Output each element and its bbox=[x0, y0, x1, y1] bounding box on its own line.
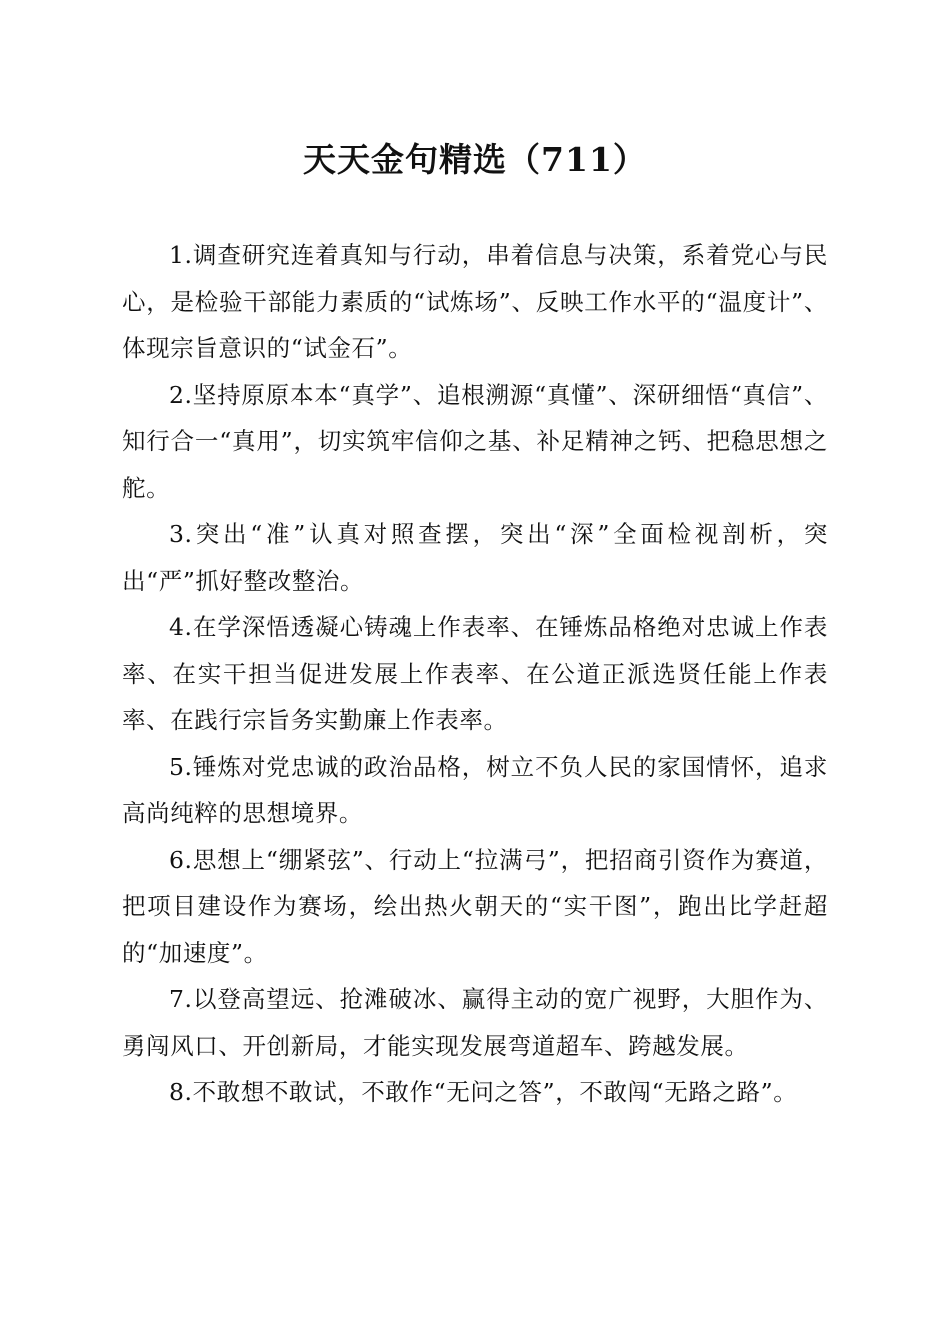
page-title: 天天金句精选（711） bbox=[303, 140, 647, 179]
quote-item-4: 4.在学深悟透凝心铸魂上作表率、在锤炼品格绝对忠诚上作表率、在实干担当促进发展上作表率、在公道正派选贤任能上作表率、在践行宗旨务实勤廉上作表率。 bbox=[122, 613, 828, 734]
quote-list bbox=[122, 232, 828, 1116]
quote-item-6: 6.思想上“绷紧弦”、行动上“拉满弓”，把招商引资作为赛道，把项目建设作为赛场，绘出热火朝天的“实干图”，跑出比学赶超的“加速度”。 bbox=[122, 845, 828, 967]
quote-item-3: 3.突出“准”认真对照查摆，突出“深”全面检视剖析，突出“严”抓好整改整治。 bbox=[122, 520, 828, 595]
quote-item-7: 7.以登高望远、抢滩破冰、赢得主动的宽广视野，大胆作为、勇闯风口、开创新局，才能实现发展弯道超车、跨越发展。 bbox=[122, 985, 828, 1060]
quote-item-1: 1.调查研究连着真知与行动，串着信息与决策，系着党心与民心，是检验干部能力素质的“试炼场”、反映工作水平的“温度计”、体现宗旨意识的“试金石”。 bbox=[122, 241, 828, 362]
quote-item-2: 2.坚持原原本本“真学”、追根溯源“真懂”、深研细悟“真信”、知行合一“真用”，切实筑牢信仰之基、补足精神之钙、把稳思想之舵。 bbox=[122, 380, 828, 502]
quote-item-8: 8.不敢想不敢试，不敢作“无问之答”，不敢闯“无路之路”。 bbox=[169, 1078, 798, 1106]
quote-item-5: 5.锤炼对党忠诚的政治品格，树立不负人民的家国情怀，追求高尚纯粹的思想境界。 bbox=[122, 752, 828, 827]
